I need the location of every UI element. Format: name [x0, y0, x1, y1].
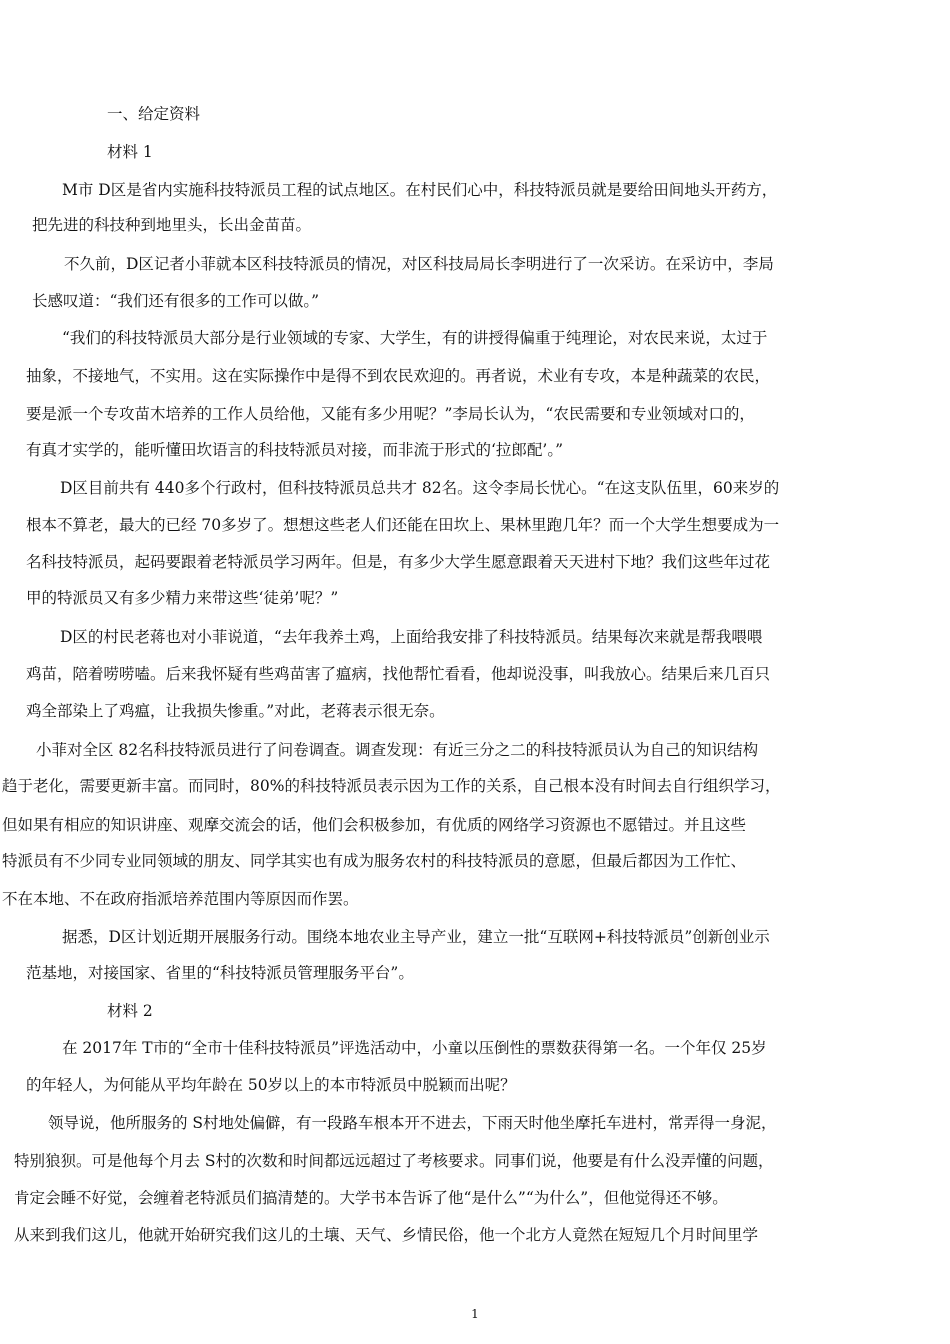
material-2-p2-line-4: 从来到我们这儿，他就开始研究我们这儿的土壤、天气、乡情民俗，他一个北方人竟然在短短几个月时间里学	[14, 1226, 759, 1244]
material-1-p4-line-4: 甲的特派员又有多少精力来带这些‘徒弟’呢？”	[26, 589, 339, 607]
material-2-p2-line-1: 领导说，他所服务的 S村地处偏僻，有一段路车根本开不进去，下雨天时他坐摩托车进村，常弄得一身泥，	[48, 1114, 777, 1132]
material-1-p2-line-2: 长感叹道：“我们还有很多的工作可以做。”	[32, 292, 320, 310]
material-1-p4-line-2: 根本不算老，最大的已经 70多岁了。想想这些老人们还能在田坎上、果林里跑几年？而一个大学生想要成为一	[26, 516, 780, 534]
material-1-p6-line-4: 特派员有不少同专业同领域的朋友、同学其实也有成为服务农村的科技特派员的意愿，但最后都因为工作忙、	[2, 852, 747, 870]
material-1-p6-line-1: 小菲对全区 82名科技特派员进行了问卷调查。调查发现：有近三分之二的科技特派员认为自己的知识结构	[36, 741, 759, 759]
material-1-p3-line-3: 要是派一个专攻苗木培养的工作人员给他，又能有多少用呢？”李局长认为，“农民需要和专业领域对口的，	[26, 405, 755, 423]
material-1-p2-line-1: 不久前，D区记者小菲就本区科技特派员的情况，对区科技局局长李明进行了一次采访。在采访中，李局	[64, 255, 774, 273]
material-1-p5-line-1: D区的村民老蒋也对小菲说道，“去年我养土鸡，上面给我安排了科技特派员。结果每次来就是帮我喂喂	[60, 628, 763, 646]
material-1-p6-line-3: 但如果有相应的知识讲座、观摩交流会的话，他们会积极参加，有优质的网络学习资源也不愿错过。并且这些	[2, 816, 747, 834]
material-1-p4-line-3: 名科技特派员，起码要跟着老特派员学习两年。但是，有多少大学生愿意跟着天天进村下地？我们这些年过花	[26, 553, 771, 571]
page-number: 1	[471, 1307, 479, 1321]
material-2-title: 材料 2	[107, 1002, 153, 1020]
material-2-p2-line-3: 肯定会睡不好觉，会缠着老特派员们搞清楚的。大学书本告诉了他“是什么”“为什么”，但他觉得还不够。	[14, 1189, 728, 1207]
material-1-p7-line-1: 据悉，D区计划近期开展服务行动。围绕本地农业主导产业，建立一批“互联网+科技特派员”创新创业示	[62, 928, 770, 946]
material-1-title: 材料 1	[107, 143, 153, 161]
section-heading: 一、给定资料	[107, 105, 201, 123]
material-1-p1-line-1: M市 D区是省内实施科技特派员工程的试点地区。在村民们心中，科技特派员就是要给田间地头开药方，	[62, 181, 778, 199]
material-1-p1-line-2: 把先进的科技种到地里头，长出金苗苗。	[32, 216, 312, 234]
material-1-p3-line-4: 有真才实学的，能听懂田坎语言的科技特派员对接，而非流于形式的‘拉郎配’。”	[26, 441, 564, 459]
material-1-p5-line-3: 鸡全部染上了鸡瘟，让我损失惨重。”对此，老蒋表示很无奈。	[26, 702, 445, 720]
material-2-p1-line-1: 在 2017年 T市的“全市十佳科技特派员”评选活动中，小童以压倒性的票数获得第一名。一个年仅 25岁	[62, 1039, 767, 1057]
material-2-p1-line-2: 的年轻人，为何能从平均年龄在 50岁以上的本市特派员中脱颖而出呢？	[26, 1076, 516, 1094]
material-2-p2-line-2: 特别狼狈。可是他每个月去 S村的次数和时间都远远超过了考核要求。同事们说，他要是有什么没弄懂的问题，	[14, 1152, 774, 1170]
material-1-p5-line-2: 鸡苗，陪着唠唠嗑。后来我怀疑有些鸡苗害了瘟病，找他帮忙看看，他却说没事，叫我放心。结果后来几百只	[26, 665, 771, 683]
material-1-p6-line-2: 趋于老化，需要更新丰富。而同时，80%的科技特派员表示因为工作的关系，自己根本没有时间去自行组织学习，	[2, 777, 781, 795]
material-1-p4-line-1: D区目前共有 440多个行政村，但科技特派员总共才 82名。这令李局长忧心。“在这支队伍里，60来岁的	[60, 479, 780, 497]
material-1-p3-line-1: “我们的科技特派员大部分是行业领域的专家、大学生，有的讲授得偏重于纯理论，对农民来说，太过于	[62, 329, 768, 347]
material-1-p7-line-2: 范基地，对接国家、省里的“科技特派员管理服务平台”。	[26, 964, 414, 982]
material-1-p3-line-2: 抽象，不接地气，不实用。这在实际操作中是得不到农民欢迎的。再者说，术业有专攻，本是种蔬菜的农民，	[26, 367, 771, 385]
material-1-p6-line-5: 不在本地、不在政府指派培养范围内等原因而作罢。	[2, 890, 359, 908]
